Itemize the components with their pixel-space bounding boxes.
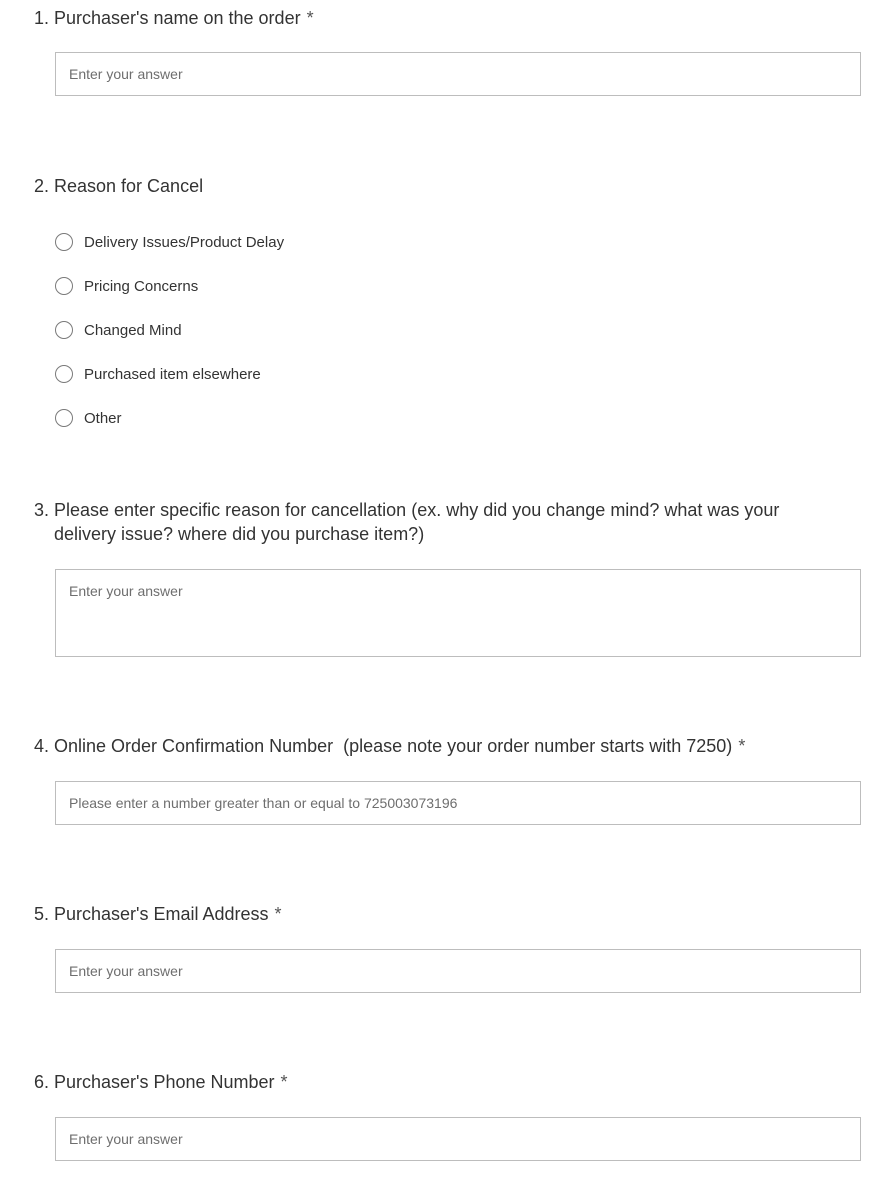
question-3-title	[34, 498, 824, 546]
question-1-title	[34, 6, 874, 30]
question-label: Purchaser's Email Address	[54, 904, 269, 924]
question-5-title	[34, 902, 874, 926]
radio-option-label: Changed Mind	[84, 321, 182, 339]
email-address-input[interactable]	[55, 949, 861, 993]
cancellation-reason-textarea[interactable]	[55, 569, 861, 657]
phone-number-input[interactable]	[55, 1117, 861, 1161]
cancel-reason-radio-group	[55, 220, 284, 440]
question-label: Reason for Cancel	[54, 176, 204, 196]
question-label: Purchaser's name on the order	[54, 8, 301, 28]
question-label: Purchaser's Phone Number	[54, 1072, 275, 1092]
question-number: 5.	[34, 904, 50, 924]
question-number: 4.	[34, 736, 50, 756]
radio-button[interactable]	[55, 365, 73, 383]
radio-button[interactable]	[55, 321, 73, 339]
required-marker: *	[738, 736, 746, 756]
question-text	[54, 6, 874, 30]
question-text	[54, 734, 874, 758]
radio-option-label: Other	[84, 409, 122, 427]
radio-option-label: Delivery Issues/Product Delay	[84, 233, 285, 251]
purchaser-name-input[interactable]	[55, 52, 861, 96]
order-confirmation-number-input[interactable]	[55, 781, 861, 825]
question-number: 6.	[34, 1072, 50, 1092]
radio-option-other[interactable]	[55, 396, 284, 440]
radio-option-pricing-concerns[interactable]	[55, 264, 284, 308]
question-text	[54, 1070, 874, 1094]
radio-option-delivery-issues[interactable]	[55, 220, 284, 264]
radio-button[interactable]	[55, 233, 73, 251]
question-2-title	[34, 174, 874, 198]
radio-option-changed-mind[interactable]	[55, 308, 284, 352]
radio-option-label: Purchased item elsewhere	[84, 365, 261, 383]
required-marker: *	[280, 1072, 288, 1092]
question-number: 3.	[34, 500, 50, 520]
question-6-title	[34, 1070, 874, 1094]
question-number: 2.	[34, 176, 50, 196]
radio-button[interactable]	[55, 277, 73, 295]
radio-button[interactable]	[55, 409, 73, 427]
required-marker: *	[274, 904, 282, 924]
question-label: Please enter specific reason for cancellation (ex. why did you change mind? what was your delivery issue? where did you purchase item?)	[54, 500, 780, 544]
question-4-title	[34, 734, 874, 758]
question-text	[54, 902, 874, 926]
question-number: 1.	[34, 8, 50, 28]
radio-option-label: Pricing Concerns	[84, 277, 199, 295]
radio-option-purchased-elsewhere[interactable]	[55, 352, 284, 396]
required-marker: *	[306, 8, 314, 28]
question-label: Online Order Confirmation Number (please note your order number starts with 7250)	[54, 736, 733, 756]
